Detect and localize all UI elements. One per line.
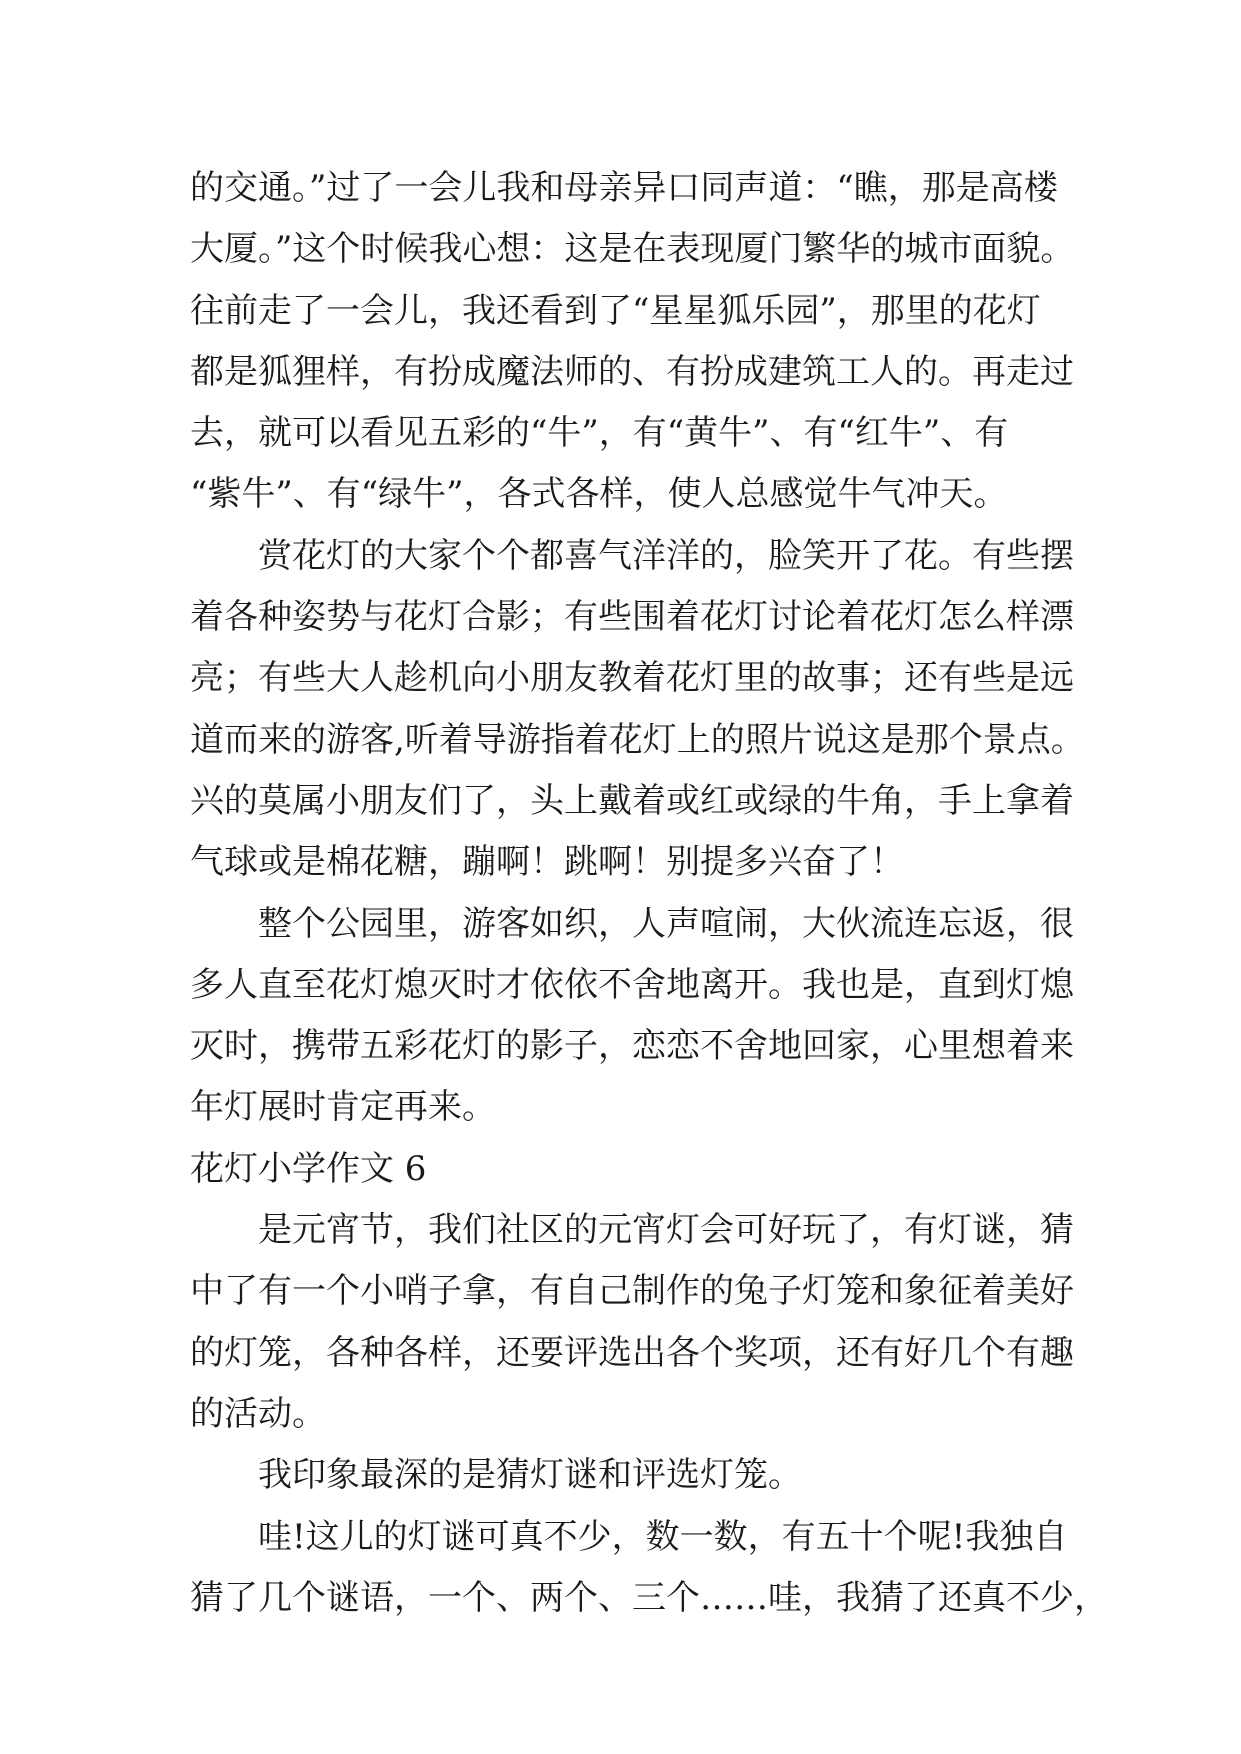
text-line: 年灯展时肯定再来。 (190, 1087, 496, 1128)
text-line: 多人直至花灯熄灭时才依依不舍地离开。我也是，直到灯熄 (190, 964, 1074, 1005)
paragraph-start-line: 是元宵节，我们社区的元宵灯会可好玩了，有灯谜，猜 (258, 1210, 1074, 1251)
text-line: 的活动。 (190, 1393, 326, 1434)
text-line: 中了有一个小哨子拿，有自己制作的兔子灯笼和象征着美好 (190, 1271, 1074, 1312)
text-line: “紫牛”、有“绿牛”，各式各样，使人总感觉牛气冲天。 (190, 474, 1008, 515)
text-line: 亮；有些大人趁机向小朋友教着花灯里的故事；还有些是远 (190, 658, 1074, 699)
text-line: 道而来的游客,听着导游指着花灯上的照片说这是那个景点。 (190, 719, 1085, 760)
text-line: 兴的莫属小朋友们了，头上戴着或红或绿的牛角，手上拿着 (190, 780, 1074, 821)
paragraph-start-line: 哇!这儿的灯谜可真不少，数一数，有五十个呢!我独自 (258, 1516, 1068, 1557)
text-line: 的灯笼，各种各样，还要评选出各个奖项，还有好几个有趣 (190, 1332, 1074, 1373)
text-line: 的交通。”过了一会儿我和母亲异口同声道：“瞧，那是高楼 (190, 168, 1058, 208)
text-line: 灭时，携带五彩花灯的影子，恋恋不舍地回家，心里想着来 (190, 1026, 1074, 1067)
text-line: 大厦。”这个时候我心想：这是在表现厦门繁华的城市面貌。 (190, 229, 1075, 270)
text-line: 都是狐狸样，有扮成魔法师的、有扮成建筑工人的。再走过 (190, 351, 1074, 392)
section-heading: 花灯小学作文 6 (190, 1148, 427, 1189)
paragraph-start-line: 整个公园里，游客如织，人声喧闹，大伙流连忘返，很 (258, 903, 1074, 944)
text-line: 往前走了一会儿，我还看到了“星星狐乐园”，那里的花灯 (190, 290, 1041, 331)
text-line: 猜了几个谜语，一个、两个、三个……哇，我猜了还真不少， (190, 1577, 1108, 1618)
text-line: 气球或是棉花糖，蹦啊！跳啊！别提多兴奋了！ (190, 842, 904, 883)
text-line: 去，就可以看见五彩的“牛”，有“黄牛”、有“红牛”、有 (190, 413, 1009, 454)
paragraph-start-line: 我印象最深的是猜灯谜和评选灯笼。 (258, 1455, 802, 1496)
text-line: 着各种姿势与花灯合影；有些围着花灯讨论着花灯怎么样漂 (190, 597, 1074, 638)
body-text (190, 158, 1108, 1629)
paragraph-start-line: 赏花灯的大家个个都喜气洋洋的，脸笑开了花。有些摆 (258, 535, 1074, 576)
